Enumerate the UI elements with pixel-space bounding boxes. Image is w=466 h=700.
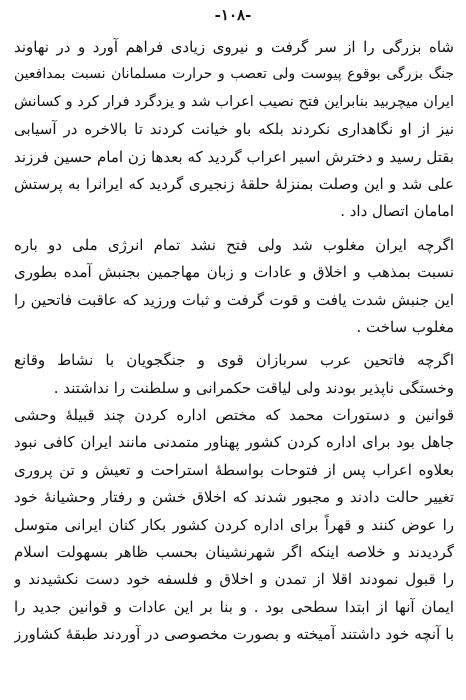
text-line: نیز از او نگاهداری نکردند بلکه باو خیانت کردند تا بالاخره در آسیابی bbox=[14, 120, 454, 139]
paragraph-3 bbox=[14, 347, 454, 402]
text-line: شاه بزرگی را از سر گرفت و نیروی زیادی فراهم آورد و در نهاوند bbox=[14, 38, 454, 56]
text-line: با آنچه خود داشتند آمیخته و بصورت مخصوصی در آوردند طبقهٔ کشاورز bbox=[14, 625, 454, 644]
paragraph-2 bbox=[14, 232, 454, 342]
text-line: قوانین و دستورات محمد که مختص اداره کردن چند قبیلهٔ وحشی bbox=[14, 406, 454, 425]
text-line: امامان اتصال داد . bbox=[340, 202, 454, 221]
text-line: را عوض کنند و قهراً برای اداره کردن کشور بکار کنان ایرانی متوسل bbox=[14, 515, 454, 534]
page-number: -۱۰۸- bbox=[214, 6, 252, 24]
text-line: اگرچه ایران مغلوب شد ولی فتح نشد تمام انرژی ملی دو باره bbox=[14, 235, 454, 254]
text-line: علی شد و این وصلت بمنزلهٔ حلقهٔ زنجیری گردید که ایرانرا به پرستش bbox=[14, 174, 454, 193]
text-line: اگرچه فاتحین عرب سربازان قوی و جنگجویان با نشاط وقانع bbox=[14, 351, 454, 370]
text-line: نسبت بمذهب و اخلاق و عادات و زبان مهاجمین بجنبش آمده بطوری bbox=[14, 263, 454, 282]
text-line: گردیدند و خلاصه اینکه اگر شهرنشینان بحسب ظاهر بسهولت اسلام bbox=[14, 543, 454, 562]
document-body bbox=[14, 34, 454, 649]
text-line: تغییر حالت دادند و مجبور شدند که اخلاق خشن و رفتار وحشیانهٔ خود bbox=[14, 488, 454, 507]
text-line: مغلوب ساخت . bbox=[356, 317, 454, 336]
text-line: جاهل بود برای اداره کردن کشور پهناور متمدنی مانند ایران کافی نبود bbox=[14, 433, 454, 452]
paragraph-1 bbox=[14, 34, 454, 226]
text-line: ایران میچربید بنابراین فتح نصیب اعراب شد و یزدگرد فرار کرد و کسانش bbox=[14, 93, 454, 110]
paragraph-4 bbox=[14, 402, 454, 649]
text-line: این جنبش شدت یافت و قوت گرفت و ثبات ورزید که عاقبت فاتحین را bbox=[14, 290, 454, 309]
text-line: بقتل رسید و دخترش اسیر اعراب گردید که بعدها زن امام حسین فرزند bbox=[14, 147, 454, 166]
text-line: جنگ بزرگی بوقوع پیوست ولی تعصب و حرارت مسلمانان نسبت بمدافعین bbox=[14, 66, 454, 83]
text-line: را قبول نمودند اقلا از تمدن و اخلاق و فلسفه خود دست نکشیدند و bbox=[14, 570, 454, 589]
text-line: وخستگی ناپذیر بودند ولی لیاقت حکمرانی و سلطنت را نداشتند . bbox=[53, 378, 454, 397]
text-line: ایمان آنها از ابتدا سطحی بود . و بنا بر این عادات و قوانین جدید را bbox=[14, 597, 454, 616]
text-line: بعلاوه اعراب پس از فتوحات بواسطهٔ استراحت و تعیش و تن پروری bbox=[14, 460, 454, 479]
